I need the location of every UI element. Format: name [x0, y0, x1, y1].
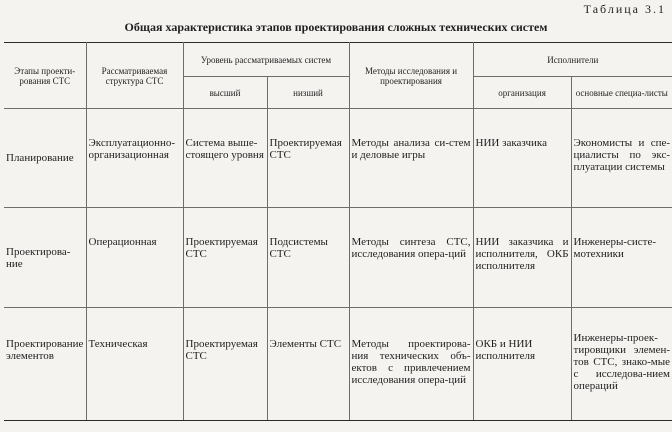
cell-specialists: Инженеры-проек-тировщики элемен-тов СТС, знако-мые с исследова-нием операций: [571, 308, 672, 421]
table-row: [4, 208, 672, 308]
cell-organization: НИИ заказчика и исполнителя, ОКБ исполнителя: [473, 208, 571, 308]
cell-methods: Методы синтеза СТС, исследования опера-ций: [349, 208, 473, 308]
cell-higher: Проектируемая СТС: [183, 208, 267, 308]
stages-table: [4, 42, 672, 421]
header-lower: низший: [267, 77, 349, 109]
header-structure: Рассматриваемая структура СТС: [86, 43, 183, 109]
header-system-level: Уровень рассматриваемых систем: [183, 43, 349, 77]
header-specialists: основные специа-листы: [571, 77, 672, 109]
cell-higher: Система выше-стоящего уровня: [183, 109, 267, 208]
cell-higher: Проектируемая СТС: [183, 308, 267, 421]
cell-methods: Методы анализа си-стем и деловые игры: [349, 109, 473, 208]
table-row: [4, 109, 672, 208]
cell-specialists: Экономисты и спе-циалисты по экс-плуатации системы: [571, 109, 672, 208]
cell-stage: Проектирование элементов: [4, 308, 86, 421]
cell-organization: ОКБ и НИИ исполнителя: [473, 308, 571, 421]
header-organization: организация: [473, 77, 571, 109]
cell-stage: Планирование: [4, 109, 86, 208]
cell-lower: Проектируемая СТС: [267, 109, 349, 208]
cell-lower: Подсистемы СТС: [267, 208, 349, 308]
cell-methods: Методы проектирова-ния технических объ-ектов с привлечением исследования опера-ций: [349, 308, 473, 421]
header-methods: Методы исследования и проектирования: [349, 43, 473, 109]
table-row: [4, 308, 672, 421]
cell-organization: НИИ заказчика: [473, 109, 571, 208]
cell-structure: Операционная: [86, 208, 183, 308]
table-title: Общая характеристика этапов проектирования сложных технических систем: [124, 20, 548, 34]
table-number: Таблица 3.1: [583, 2, 666, 16]
cell-stage: Проектирова-ние: [4, 208, 86, 308]
cell-structure: Эксплуатационно-организационная: [86, 109, 183, 208]
header-higher: высший: [183, 77, 267, 109]
cell-lower: Элементы СТС: [267, 308, 349, 421]
header-executors: Исполнители: [473, 43, 672, 77]
header-stages: Этапы проекти-рования СТС: [4, 43, 86, 109]
cell-specialists: Инженеры-систе-мотехники: [571, 208, 672, 308]
cell-structure: Техническая: [86, 308, 183, 421]
